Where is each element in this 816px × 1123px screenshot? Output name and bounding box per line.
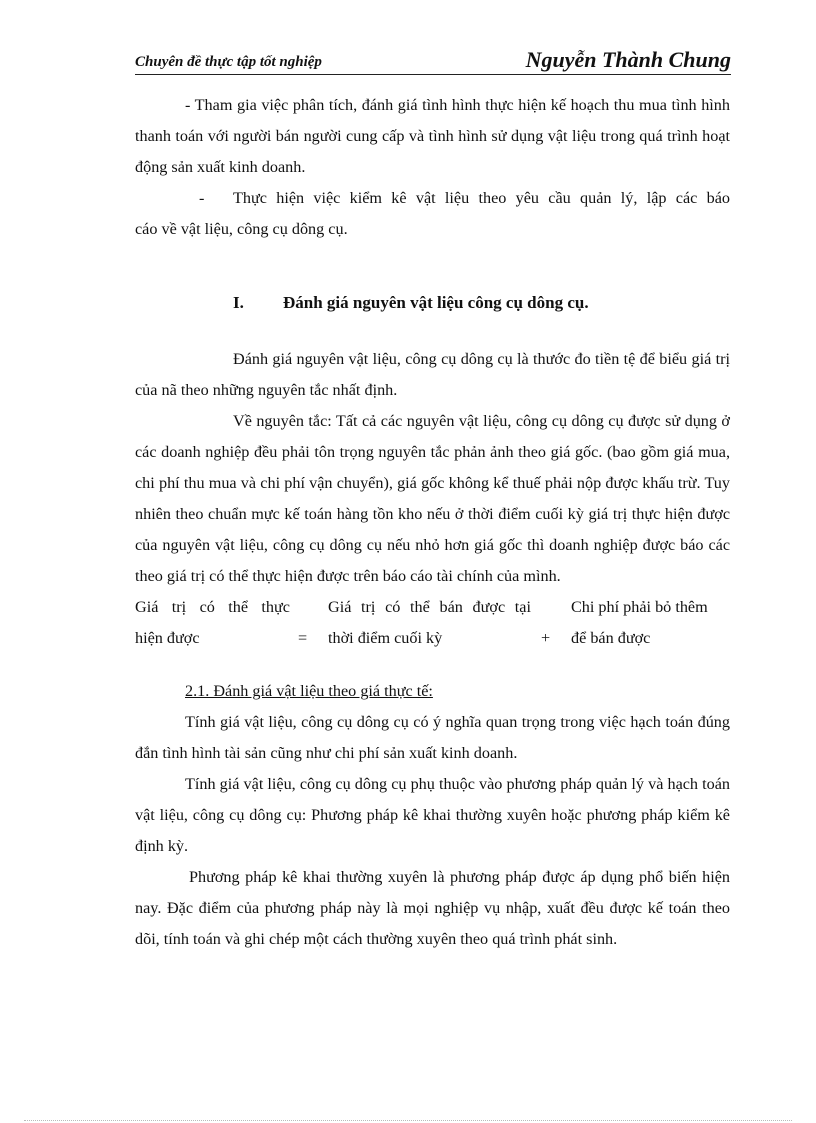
section-title: Đánh giá nguyên vật liệu công cụ dông cụ.	[283, 293, 589, 312]
page-bottom-divider	[24, 1120, 792, 1121]
bullet-line	[135, 183, 730, 214]
formula-term-3-line1: Chi phí phải bỏ thêm	[571, 598, 708, 616]
formula-term-1-line2: hiện được	[135, 629, 200, 647]
page-body	[135, 90, 730, 955]
document-title: Chuyên đề thực tập tốt nghiệp	[135, 54, 322, 70]
section-number: I.	[233, 293, 244, 312]
valuation-formula	[135, 592, 730, 654]
formula-term-3-line2: để bán được	[571, 629, 651, 647]
paragraph-valuation-definition: Đánh giá nguyên vật liệu, công cụ dông cụ là thước đo tiền tệ để biểu giá trị của nã theo những nguyên tắc nhất định.	[135, 350, 730, 399]
section-heading	[135, 287, 730, 318]
bullet-text-line2: cáo về vật liệu, công cụ dông cụ.	[135, 220, 348, 238]
formula-term-1-line1: Giá trị có thể thực	[135, 598, 290, 616]
formula-term-2-line2: thời điểm cuối kỳ	[328, 629, 443, 647]
paragraph-responsibility-1: - Tham gia việc phân tích, đánh giá tình hình thực hiện kế hoạch thu mua tình hình thanh toán với người bán người cung cấp và tình hình sử dụng vật liệu trong quá trình hoạt động sản xuất kinh doanh.	[135, 96, 730, 176]
paragraph-importance: Tính giá vật liệu, công cụ dông cụ có ý nghĩa quan trọng trong việc hạch toán đúng đắn tình hình tài sản cũng như chi phí sản xuất kinh doanh.	[135, 713, 730, 762]
paragraph-valuation-principle: Về nguyên tắc: Tất cả các nguyên vật liệu, công cụ dông cụ được sử dụng ở các doanh nghiệp đều phải tôn trọng nguyên tắc phản ảnh theo giá gốc. (bao gồm giá mua, chi phí thu mua và chi phí vận chuyển), giá gốc không kể thuế phải nộp được khấu trừ. Tuy nhiên theo chuẩn mực kế toán hàng tồn kho nếu ở thời điểm cuối kỳ giá trị thực hiện được của nguyên vật liệu, công cụ dông cụ nếu nhỏ hơn giá gốc thì doanh nghiệp được báo các theo giá trị có thể thực hiện được trên báo cáo tài chính của mình.	[135, 412, 730, 585]
author-name: Nguyễn Thành Chung	[525, 47, 731, 72]
bullet-text-line1: Thực hiện việc kiểm kê vật liệu theo yêu cầu quản lý, lập các báo	[233, 189, 730, 207]
bullet-dash: -	[199, 189, 205, 207]
formula-equals: =	[298, 629, 308, 647]
page-header	[135, 46, 731, 75]
paragraph-methods: Tính giá vật liệu, công cụ dông cụ phụ thuộc vào phương pháp quản lý và hạch toán vật liệu, công cụ dông cụ: Phương pháp kê khai thường xuyên hoặc phương pháp kiểm kê định kỳ.	[135, 775, 730, 855]
formula-term-2-line1: Giá trị có thể bán được tại	[328, 598, 531, 616]
subsection-heading: 2.1. Đánh giá vật liệu theo giá thực tế:	[185, 682, 433, 700]
paragraph-perpetual-method: Phương pháp kê khai thường xuyên là phương pháp được áp dụng phổ biến hiện nay. Đặc điểm của phương pháp này là mọi nghiệp vụ nhập, xuất đều được kế toán theo dõi, tính toán và ghi chép một cách thường xuyên theo quá trình phát sinh.	[135, 868, 730, 948]
formula-plus: +	[541, 629, 551, 647]
